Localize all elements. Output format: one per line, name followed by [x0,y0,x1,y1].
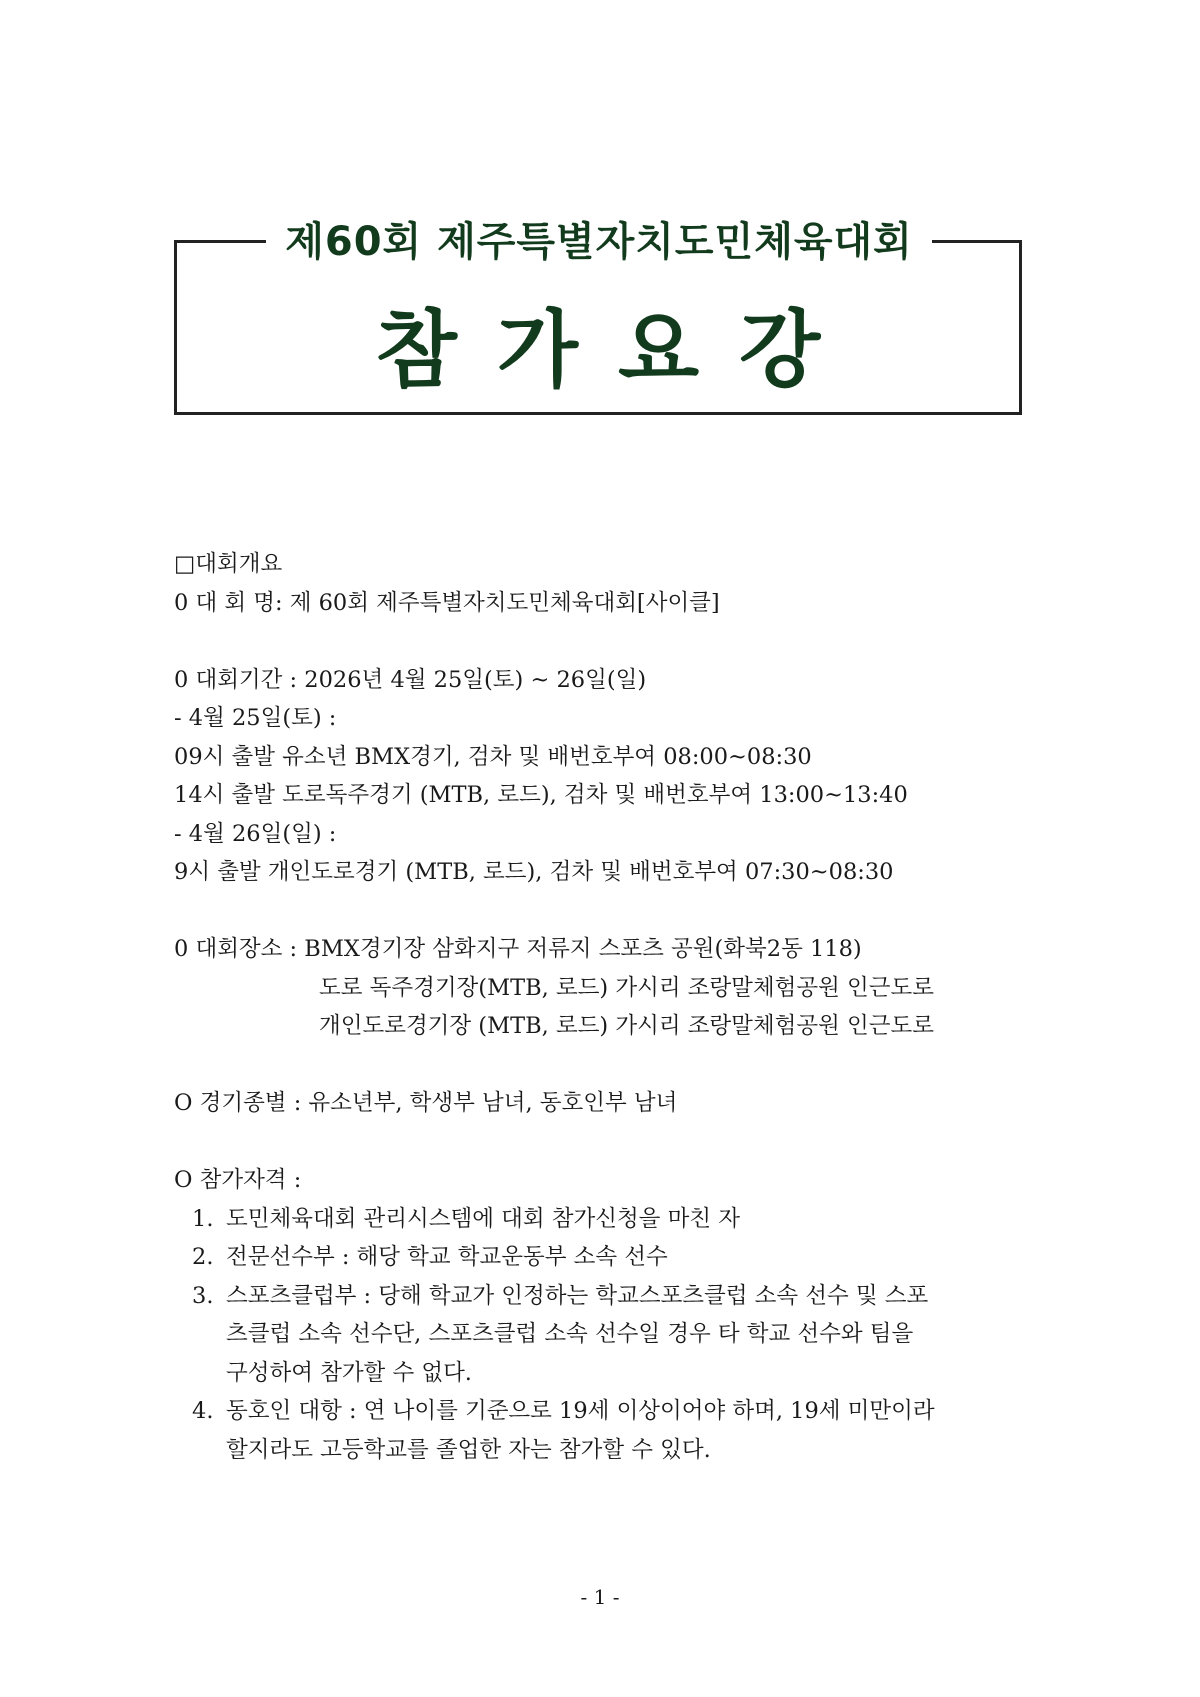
qualification-text-continued: 할지라도 고등학교를 졸업한 자는 참가할 수 있다. [226,1436,711,1463]
categories: O 경기종별 : 유소년부, 학생부 남녀, 동호인부 남녀 [174,1090,678,1116]
day2-heading: - 4월 26일(일) : [174,820,337,847]
section-heading: □대회개요 [174,551,283,577]
qualification-text: 전문선수부 : 해당 학교 학교운동부 소속 선수 [226,1244,668,1270]
qualification-heading: O 참가자격 : [174,1167,302,1193]
event-name: 0 대 회 명: 제 60회 제주특별자치도민체육대회[사이클] [174,589,720,616]
qualification-number: 3. [192,1282,214,1309]
spacer [174,892,1054,931]
spacer [174,1123,1054,1162]
spacer [174,1046,1054,1085]
qualification-text-continued: 츠클럽 소속 선수단, 스포츠클럽 소속 선수일 경우 타 학교 선수와 팀을 [226,1321,914,1347]
qualification-text: 동호인 대항 : 연 나이를 기준으로 19세 이상이어야 하며, 19세 미만이라 [226,1398,935,1424]
day1-item: 14시 출발 도로독주경기 (MTB, 로드), 검차 및 배번호부여 13:00~13:40 [174,782,908,808]
venue-line: 개인도로경기장 (MTB, 로드) 가시리 조랑말체험공원 인근도로 [319,1013,934,1039]
venue-line: 도로 독주경기장(MTB, 로드) 가시리 조랑말체험공원 인근도로 [319,974,934,1001]
qualification-number: 1. [192,1205,214,1232]
spacer [174,622,1054,661]
qualification-item [174,1200,1054,1239]
period-heading: 0 대회기간 : 2026년 4월 25일(토) ~ 26일(일) [174,666,647,693]
qualification-number: 2. [192,1244,214,1270]
document-title: 제60회 제주특별자치도민체육대회 [285,219,913,265]
qualification-item [174,1238,1054,1277]
qualification-item [174,1392,1054,1431]
document-subtitle: 참가요강 [375,301,861,399]
venue-heading: 0 대회장소 : BMX경기장 삼화지구 저류지 스포츠 공원(화북2동 118) [174,936,862,962]
qualification-text-continued: 구성하여 참가할 수 없다. [226,1359,472,1386]
document-body [174,545,1054,1469]
qualification-number: 4. [192,1398,214,1424]
day1-heading: - 4월 25일(토) : [174,705,337,731]
qualification-item [174,1277,1054,1316]
qualification-text: 스포츠클럽부 : 당해 학교가 인정하는 학교스포츠클럽 소속 선수 및 스포 [226,1282,929,1309]
day1-item: 09시 출발 유소년 BMX경기, 검차 및 배번호부여 08:00~08:30 [174,743,812,770]
qualification-list [174,1200,1054,1470]
page-number: - 1 - [580,1585,620,1609]
qualification-text: 도민체육대회 관리시스템에 대회 참가신청을 마친 자 [226,1205,740,1232]
day2-item: 9시 출발 개인도로경기 (MTB, 로드), 검차 및 배번호부여 07:30~08:30 [174,859,894,885]
